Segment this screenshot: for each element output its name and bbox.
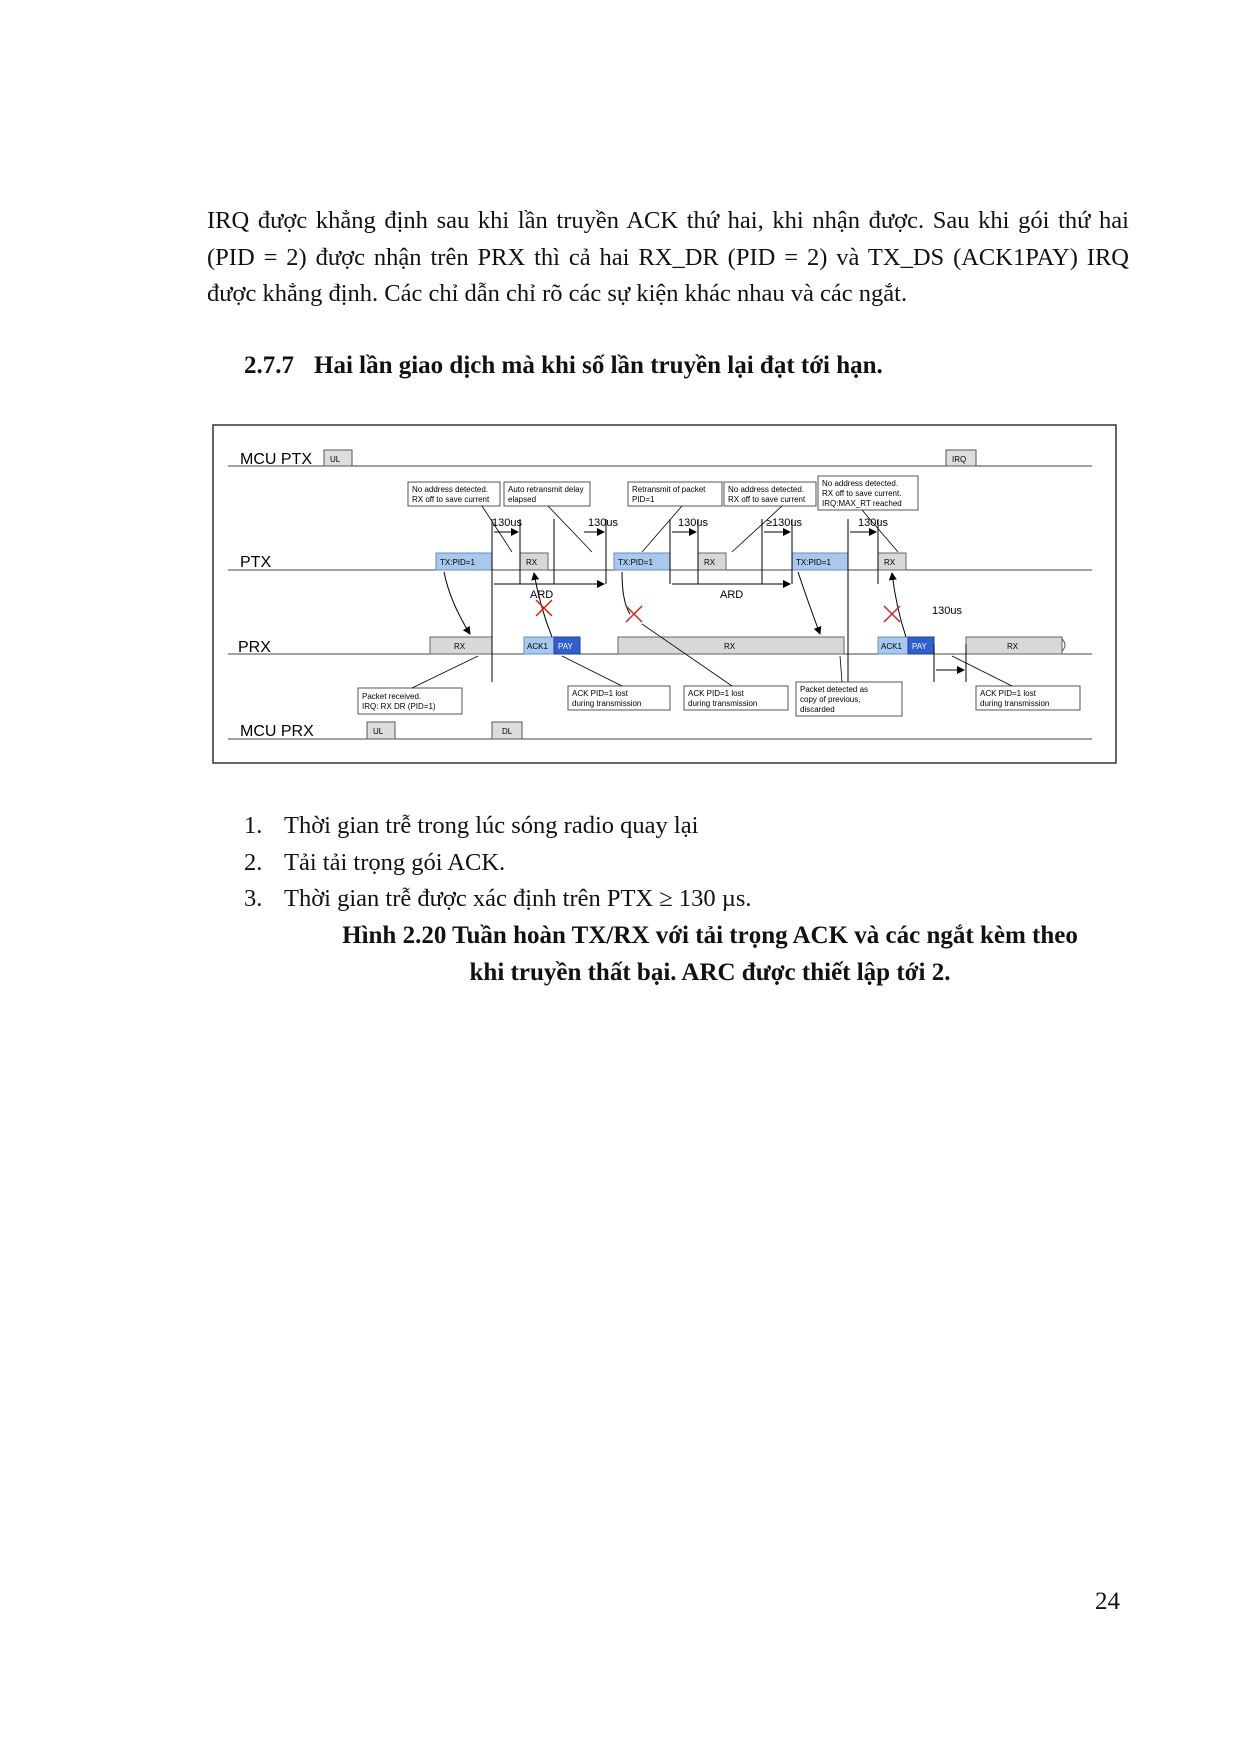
annotation-b5-line2: during transmission: [980, 699, 1050, 708]
timing-label-3: 130us: [678, 517, 708, 529]
annotation-a3-line2: PID=1: [632, 495, 655, 504]
list-item: 3. Thời gian trễ được xác định trên PTX ≥ 130 µs.: [244, 885, 752, 912]
ptx-tx-label-3: TX:PID=1: [796, 558, 831, 567]
annotation-b2-line2: during transmission: [572, 699, 642, 708]
mcu-ptx-ul-label: UL: [330, 455, 341, 464]
timing-label-1: 130us: [492, 517, 522, 529]
row-label-prx: PRX: [238, 639, 271, 656]
timing-diagram: [212, 424, 1117, 764]
prx-pay-label-1: PAY: [558, 642, 573, 651]
body-paragraph: IRQ được khẳng định sau khi lần truyền ACK thứ hai, khi nhận được. Sau khi gói thứ hai (PID = 2) được nhận trên PRX thì cả hai RX_DR (PID = 2) và TX_DS (ACK1PAY) IRQ được khẳng định. Các chỉ dẫn chỉ rõ các sự kiện khác nhau và các ngắt.: [207, 207, 1129, 307]
ptx-rx-label-1: RX: [526, 558, 538, 567]
list-item: 2. Tải tải trọng gói ACK.: [244, 848, 506, 876]
page-number: 24: [1095, 1588, 1120, 1615]
row-label-mcu-prx: MCU PRX: [240, 723, 314, 740]
row-label-ptx: PTX: [240, 554, 272, 571]
annotation-a5-line2: RX off to save current.: [822, 489, 902, 498]
prx-ack1-label-2: ACK1: [881, 642, 902, 651]
list-item: 1. Thời gian trễ trong lúc sóng radio quay lại: [244, 812, 699, 839]
mcu-prx-ul-label: UL: [373, 727, 384, 736]
annotation-b2-line1: ACK PID=1 lost: [572, 689, 628, 698]
footnote-list: [244, 808, 752, 918]
timing-label-6: 130us: [932, 605, 962, 617]
ptx-tx-label-2: TX:PID=1: [618, 558, 653, 567]
prx-rx-label-end: RX: [1007, 642, 1019, 651]
section-title: Hai lần giao dịch mà khi số lần truyền lại đạt tới hạn.: [314, 352, 883, 379]
section-heading: [244, 352, 883, 380]
annotation-b3-line1: ACK PID=1 lost: [688, 689, 744, 698]
mcu-ptx-irq-label: IRQ: [952, 455, 967, 464]
annotation-a4-line2: RX off to save current: [728, 495, 806, 504]
ard-label-1: ARD: [530, 589, 554, 601]
annotation-a1-line2: RX off to save current: [412, 495, 490, 504]
timing-label-2: 130us: [588, 517, 618, 529]
section-number: 2.7.7: [244, 352, 294, 379]
prx-rx-label-1: RX: [454, 642, 466, 651]
annotation-a5-line1: No address detected.: [822, 479, 899, 488]
prx-rx-label-long: RX: [724, 642, 736, 651]
figure-caption: [280, 918, 1140, 991]
annotation-b3-line2: during transmission: [688, 699, 758, 708]
diagram-frame: [213, 425, 1116, 763]
annotation-a5-line3: IRQ:MAX_RT reached: [822, 499, 902, 508]
ptx-rx-label-2: RX: [704, 558, 716, 567]
annotation-b1-line1: Packet received.: [362, 692, 422, 701]
annotation-a1-line1: No address detected.: [412, 485, 489, 494]
annotation-b5-line1: ACK PID=1 lost: [980, 689, 1036, 698]
annotation-b4-line2: copy of previous,: [800, 695, 861, 704]
ard-label-2: ARD: [720, 589, 744, 601]
mcu-prx-dl-label: DL: [502, 727, 513, 736]
annotation-b4-line3: discarded: [800, 705, 835, 714]
annotation-b1-line2: IRQ: RX DR (PID=1): [362, 702, 436, 711]
prx-ack1-label-1: ACK1: [527, 642, 548, 651]
ptx-rx-label-3: RX: [884, 558, 896, 567]
caption-line-1: Hình 2.20 Tuần hoàn TX/RX với tải trọng ACK và các ngắt kèm theo: [342, 922, 1078, 949]
annotation-b4-line1: Packet detected as: [800, 685, 869, 694]
annotation-a2-line2: elapsed: [508, 495, 537, 504]
timing-label-4: ≥130us: [766, 517, 803, 529]
annotation-a4-line1: No address detected.: [728, 485, 805, 494]
caption-line-2: khi truyền thất bại. ARC được thiết lập tới 2.: [469, 958, 951, 986]
row-label-mcu-ptx: MCU PTX: [240, 451, 312, 468]
prx-pay-label-2: PAY: [912, 642, 927, 651]
ptx-tx-label-1: TX:PID=1: [440, 558, 475, 567]
timing-label-5: 130us: [858, 517, 888, 529]
annotation-a2-line1: Auto retransmit delay: [508, 485, 584, 494]
annotation-a3-line1: Retransmit of packet: [632, 485, 706, 494]
